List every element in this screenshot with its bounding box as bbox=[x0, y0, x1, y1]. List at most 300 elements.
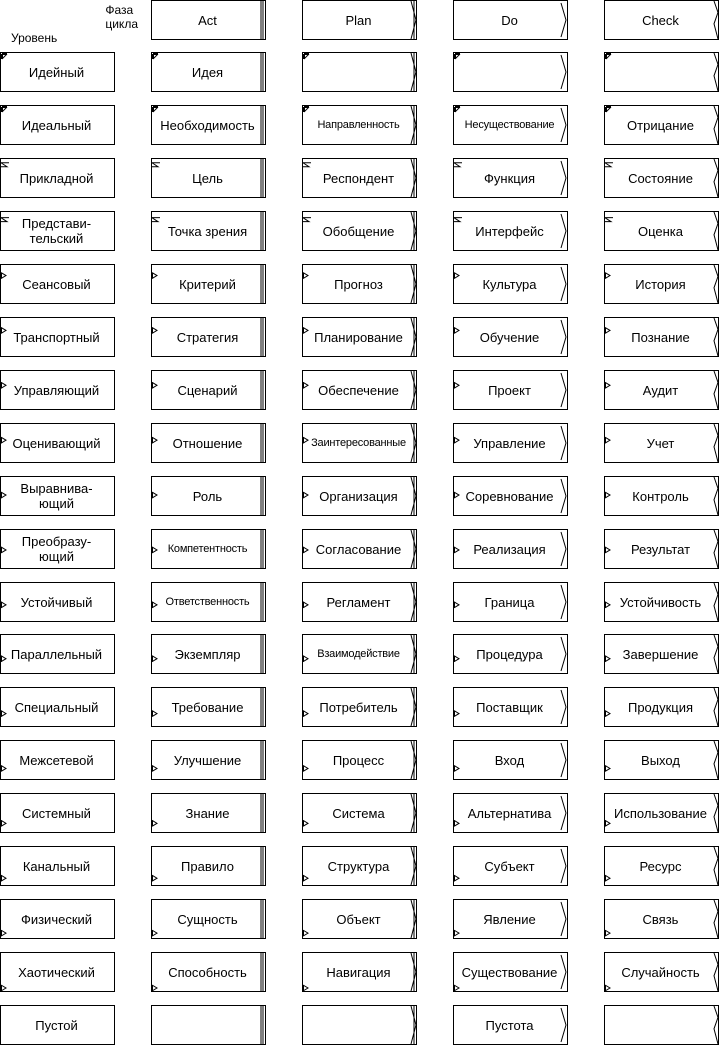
matrix-cell-9-1 bbox=[302, 529, 417, 569]
matrix-cell-3-0 bbox=[151, 211, 266, 251]
level-cell-1 bbox=[0, 105, 115, 145]
matrix-cell-15-0 bbox=[151, 846, 266, 886]
level-cell-17 bbox=[0, 952, 115, 992]
level-cell-2-label: Прикладной bbox=[19, 170, 94, 186]
marker-stroke bbox=[411, 1006, 416, 1044]
matrix-cell-8-2-label: Соревнование bbox=[465, 488, 554, 504]
matrix-cell-3-3 bbox=[604, 211, 719, 251]
marker-stroke bbox=[714, 318, 718, 356]
marker-stroke bbox=[606, 107, 611, 112]
matrix-cell-12-3-label: Продукция bbox=[627, 699, 694, 715]
level-cell-17-label: Хаотический bbox=[18, 964, 95, 980]
marker-stroke bbox=[152, 711, 157, 717]
marker-stroke bbox=[605, 875, 610, 881]
matrix-cell-9-2-label: Реализация bbox=[473, 541, 546, 557]
marker-stroke bbox=[561, 426, 566, 460]
matrix-cell-2-2-label: Функция bbox=[484, 170, 535, 186]
marker-stroke bbox=[454, 327, 459, 333]
matrix-cell-16-3 bbox=[604, 899, 719, 939]
marker-stroke bbox=[152, 602, 157, 608]
level-cell-4 bbox=[0, 264, 115, 304]
matrix-cell-18-1 bbox=[302, 1005, 417, 1045]
matrix-cell-17-1-label: Навигация bbox=[326, 964, 391, 980]
marker-stroke bbox=[303, 492, 308, 498]
level-cell-7-label: Оценивающий bbox=[12, 435, 101, 451]
matrix-cell-7-3-label: Учет bbox=[646, 435, 675, 451]
matrix-cell-11-2 bbox=[453, 634, 568, 674]
marker-stroke bbox=[605, 437, 610, 443]
marker-stroke bbox=[714, 847, 718, 885]
matrix-cell-15-0-label: Правило bbox=[181, 858, 234, 874]
marker-stroke bbox=[454, 547, 459, 553]
matrix-cell-15-2 bbox=[453, 846, 568, 886]
matrix-cell-17-1 bbox=[302, 952, 417, 992]
matrix-cell-9-0-label: Компетентность bbox=[167, 542, 248, 555]
matrix-cell-17-2-label: Существование bbox=[461, 964, 558, 980]
marker-stroke bbox=[561, 55, 566, 89]
matrix-cell-17-2 bbox=[453, 952, 568, 992]
matrix-cell-0-2-markers bbox=[454, 53, 567, 91]
matrix-cell-5-0 bbox=[151, 317, 266, 357]
matrix-cell-8-3 bbox=[604, 476, 719, 516]
marker-stroke bbox=[411, 159, 416, 197]
matrix-cell-4-0-label: Критерий bbox=[179, 276, 236, 292]
matrix-cell-1-1-label: Направленность bbox=[317, 118, 400, 131]
level-cell-16 bbox=[0, 899, 115, 939]
marker-stroke bbox=[714, 900, 718, 938]
matrix-cell-14-1-label: Система bbox=[332, 805, 385, 821]
matrix-cell-2-3 bbox=[604, 158, 719, 198]
marker-stroke bbox=[411, 635, 416, 673]
marker-stroke bbox=[561, 3, 566, 37]
marker-stroke bbox=[411, 212, 416, 250]
matrix-cell-10-1-label: Регламент bbox=[326, 594, 391, 610]
level-cell-8 bbox=[0, 476, 115, 516]
marker-stroke bbox=[714, 530, 718, 568]
matrix-cell-14-1 bbox=[302, 793, 417, 833]
marker-stroke bbox=[1, 327, 6, 333]
level-cell-11 bbox=[0, 634, 115, 674]
marker-stroke bbox=[411, 688, 416, 726]
matrix-cell-12-3 bbox=[604, 687, 719, 727]
marker-stroke bbox=[303, 985, 308, 991]
marker-stroke bbox=[561, 902, 566, 936]
marker-stroke bbox=[152, 273, 157, 279]
level-cell-10 bbox=[0, 582, 115, 622]
matrix-cell-5-1 bbox=[302, 317, 417, 357]
matrix-cell-12-0-label: Требование bbox=[171, 699, 244, 715]
matrix-cell-4-1 bbox=[302, 264, 417, 304]
matrix-cell-14-3-label: Использование bbox=[614, 805, 707, 821]
marker-stroke bbox=[411, 530, 416, 568]
marker-stroke bbox=[561, 690, 566, 724]
level-cell-12-label: Специальный bbox=[14, 699, 99, 715]
matrix-cell-16-3-label: Связь bbox=[642, 911, 679, 927]
marker-stroke bbox=[411, 583, 416, 621]
level-cell-10-label: Устойчивый bbox=[20, 594, 93, 610]
phase-header-plan-label: Plan bbox=[345, 12, 372, 28]
marker-stroke bbox=[303, 547, 308, 553]
matrix-cell-2-2 bbox=[453, 158, 568, 198]
corner-header bbox=[0, 0, 150, 52]
marker-stroke bbox=[1, 875, 6, 881]
matrix-cell-8-3-label: Контроль bbox=[632, 488, 689, 504]
matrix-cell-0-1-markers bbox=[303, 53, 416, 91]
matrix-cell-2-1-label: Респондент bbox=[322, 170, 395, 186]
matrix-cell-6-3-label: Аудит bbox=[642, 382, 679, 398]
marker-stroke bbox=[454, 492, 459, 498]
level-cell-1-label: Идеальный bbox=[21, 117, 92, 133]
matrix-cell-5-3 bbox=[604, 317, 719, 357]
matrix-cell-14-3 bbox=[604, 793, 719, 833]
phase-header-plan bbox=[302, 0, 417, 40]
matrix-cell-3-3-label: Оценка bbox=[637, 223, 684, 239]
marker-stroke bbox=[561, 849, 566, 883]
level-cell-6 bbox=[0, 370, 115, 410]
marker-stroke bbox=[605, 327, 610, 333]
marker-stroke bbox=[561, 796, 566, 830]
matrix-cell-17-0-label: Способность bbox=[168, 964, 247, 980]
marker-stroke bbox=[303, 602, 308, 608]
matrix-cell-5-2 bbox=[453, 317, 568, 357]
matrix-cell-7-1-label: Заинтересованные bbox=[311, 436, 406, 449]
matrix-cell-3-1-label: Обобщение bbox=[322, 223, 395, 239]
marker-stroke bbox=[1, 602, 6, 608]
marker-stroke bbox=[454, 163, 460, 167]
matrix-cell-4-3-label: История bbox=[635, 276, 686, 292]
level-cell-0-label: Идейный bbox=[28, 64, 85, 80]
matrix-cell-12-2 bbox=[453, 687, 568, 727]
marker-stroke bbox=[605, 602, 610, 608]
matrix-cell-7-3 bbox=[604, 423, 719, 463]
matrix-cell-8-1 bbox=[302, 476, 417, 516]
marker-stroke bbox=[411, 847, 416, 885]
marker-stroke bbox=[152, 163, 158, 167]
matrix-cell-11-2-label: Процедура bbox=[476, 646, 543, 662]
matrix-cell-13-0-label: Улучшение bbox=[173, 752, 242, 768]
marker-stroke bbox=[1, 765, 6, 771]
matrix-cell-4-2 bbox=[453, 264, 568, 304]
matrix-cell-16-2 bbox=[453, 899, 568, 939]
matrix-cell-6-2 bbox=[453, 370, 568, 410]
marker-stroke bbox=[714, 265, 718, 303]
matrix-cell-14-2-label: Альтернатива bbox=[467, 805, 552, 821]
matrix-cell-13-2 bbox=[453, 740, 568, 780]
marker-stroke bbox=[411, 265, 416, 303]
marker-stroke bbox=[455, 54, 460, 59]
matrix-cell-14-2 bbox=[453, 793, 568, 833]
level-cell-5 bbox=[0, 317, 115, 357]
matrix-cell-14-0-label: Знание bbox=[185, 805, 230, 821]
marker-stroke bbox=[1, 656, 6, 662]
matrix-cell-0-0 bbox=[151, 52, 266, 92]
matrix-cell-6-2-label: Проект bbox=[488, 382, 531, 398]
marker-stroke bbox=[152, 492, 157, 498]
matrix-cell-8-0-label: Роль bbox=[192, 488, 223, 504]
marker-stroke bbox=[2, 54, 7, 59]
marker-stroke bbox=[714, 635, 718, 673]
marker-stroke bbox=[561, 373, 566, 407]
matrix-cell-0-2 bbox=[453, 52, 568, 92]
level-cell-9-label: Преобразу- ющий bbox=[21, 534, 92, 564]
matrix-cell-16-2-label: Явление bbox=[483, 911, 536, 927]
marker-stroke bbox=[605, 765, 610, 771]
matrix-cell-10-2-label: Граница bbox=[484, 594, 535, 610]
marker-stroke bbox=[1, 930, 6, 936]
marker-stroke bbox=[714, 688, 718, 726]
matrix-cell-4-3 bbox=[604, 264, 719, 304]
marker-stroke bbox=[152, 930, 157, 936]
matrix-cell-10-1 bbox=[302, 582, 417, 622]
matrix-cell-12-0 bbox=[151, 687, 266, 727]
matrix-cell-16-0 bbox=[151, 899, 266, 939]
matrix-cell-10-0 bbox=[151, 582, 266, 622]
matrix-cell-6-0-label: Сценарий bbox=[177, 382, 238, 398]
level-cell-0 bbox=[0, 52, 115, 92]
marker-stroke bbox=[605, 492, 610, 498]
matrix-cell-13-1 bbox=[302, 740, 417, 780]
matrix-cell-16-1-label: Объект bbox=[336, 911, 381, 927]
marker-stroke bbox=[303, 875, 308, 881]
marker-stroke bbox=[411, 318, 416, 356]
matrix-cell-13-3 bbox=[604, 740, 719, 780]
matrix-cell-6-1 bbox=[302, 370, 417, 410]
marker-stroke bbox=[304, 107, 309, 112]
marker-stroke bbox=[454, 382, 459, 388]
marker-stroke bbox=[605, 163, 611, 167]
marker-stroke bbox=[454, 602, 459, 608]
matrix-cell-13-2-label: Вход bbox=[494, 752, 525, 768]
matrix-cell-0-3-markers bbox=[605, 53, 718, 91]
marker-stroke bbox=[605, 547, 610, 553]
marker-stroke bbox=[561, 585, 566, 619]
marker-stroke bbox=[303, 163, 309, 167]
marker-stroke bbox=[411, 1, 416, 39]
marker-stroke bbox=[605, 656, 610, 662]
marker-stroke bbox=[411, 424, 416, 462]
marker-stroke bbox=[561, 479, 566, 513]
matrix-cell-16-1 bbox=[302, 899, 417, 939]
matrix-cell-15-3-label: Ресурс bbox=[639, 858, 682, 874]
marker-stroke bbox=[454, 437, 459, 443]
matrix-cell-1-3-label: Отрицание bbox=[627, 117, 694, 133]
matrix-cell-7-1 bbox=[302, 423, 417, 463]
marker-stroke bbox=[411, 741, 416, 779]
matrix-cell-4-2-label: Культура bbox=[482, 276, 537, 292]
marker-stroke bbox=[303, 273, 308, 279]
matrix-cell-3-1 bbox=[302, 211, 417, 251]
matrix-cell-7-2-label: Управление bbox=[473, 435, 546, 451]
level-cell-3-label: Представи- тельский bbox=[21, 216, 92, 246]
matrix-cell-16-0-label: Сущность bbox=[177, 911, 238, 927]
level-cell-8-label: Выравнива- ющий bbox=[20, 481, 93, 511]
matrix-cell-5-3-label: Познание bbox=[631, 329, 690, 345]
phase-axis-label: Фаза цикла bbox=[105, 3, 138, 31]
level-cell-13-label: Межсетевой bbox=[19, 752, 94, 768]
level-cell-2 bbox=[0, 158, 115, 198]
marker-stroke bbox=[561, 267, 566, 301]
matrix-cell-8-1-label: Организация bbox=[319, 488, 398, 504]
marker-stroke bbox=[152, 327, 157, 333]
matrix-cell-18-0-markers bbox=[152, 1006, 265, 1044]
marker-stroke bbox=[605, 930, 610, 936]
matrix-cell-3-0-label: Точка зрения bbox=[167, 223, 248, 239]
matrix-cell-9-0 bbox=[151, 529, 266, 569]
marker-stroke bbox=[303, 930, 308, 936]
marker-stroke bbox=[605, 218, 611, 222]
marker-stroke bbox=[303, 382, 308, 388]
matrix-cell-2-0 bbox=[151, 158, 266, 198]
matrix-cell-1-3 bbox=[604, 105, 719, 145]
marker-stroke bbox=[153, 54, 158, 59]
marker-stroke bbox=[1, 492, 6, 498]
matrix-cell-7-0-label: Отношение bbox=[172, 435, 243, 451]
matrix-cell-5-0-label: Стратегия bbox=[176, 329, 239, 345]
phase-header-do-label: Do bbox=[501, 12, 518, 28]
matrix-cell-18-3 bbox=[604, 1005, 719, 1045]
marker-stroke bbox=[152, 656, 157, 662]
marker-stroke bbox=[714, 159, 718, 197]
marker-stroke bbox=[152, 875, 157, 881]
level-cell-3 bbox=[0, 211, 115, 251]
marker-stroke bbox=[153, 107, 158, 112]
matrix-cell-18-2-label: Пустота bbox=[485, 1017, 534, 1033]
matrix-cell-18-1-markers bbox=[303, 1006, 416, 1044]
level-cell-13 bbox=[0, 740, 115, 780]
matrix-cell-10-0-label: Ответственность bbox=[165, 595, 250, 608]
matrix-cell-12-2-label: Поставщик bbox=[476, 699, 543, 715]
matrix-cell-1-0 bbox=[151, 105, 266, 145]
marker-stroke bbox=[561, 532, 566, 566]
marker-stroke bbox=[714, 583, 718, 621]
marker-stroke bbox=[303, 437, 308, 443]
matrix-cell-0-1 bbox=[302, 52, 417, 92]
marker-stroke bbox=[411, 53, 416, 91]
level-cell-18 bbox=[0, 1005, 115, 1045]
matrix-cell-5-2-label: Обучение bbox=[479, 329, 540, 345]
matrix-cell-1-2 bbox=[453, 105, 568, 145]
marker-stroke bbox=[152, 547, 157, 553]
matrix-cell-9-3 bbox=[604, 529, 719, 569]
marker-stroke bbox=[152, 218, 158, 222]
level-cell-6-label: Управляющий bbox=[13, 382, 100, 398]
marker-stroke bbox=[714, 371, 718, 409]
matrix-cell-9-2 bbox=[453, 529, 568, 569]
level-cell-14-label: Системный bbox=[22, 805, 91, 821]
matrix-cell-18-3-markers bbox=[605, 1006, 718, 1044]
matrix-cell-0-0-label: Идея bbox=[191, 64, 224, 80]
marker-stroke bbox=[454, 985, 459, 991]
matrix-cell-6-3 bbox=[604, 370, 719, 410]
matrix-cell-1-1 bbox=[302, 105, 417, 145]
marker-stroke bbox=[1, 218, 7, 222]
marker-stroke bbox=[2, 107, 7, 112]
marker-stroke bbox=[454, 875, 459, 881]
matrix-cell-17-3-label: Случайность bbox=[621, 964, 700, 980]
marker-stroke bbox=[303, 711, 308, 717]
matrix-cell-2-0-label: Цель bbox=[192, 170, 223, 186]
marker-stroke bbox=[561, 743, 566, 777]
matrix-cell-14-0 bbox=[151, 793, 266, 833]
phase-header-check-label: Check bbox=[642, 12, 679, 28]
marker-stroke bbox=[411, 477, 416, 515]
matrix-cell-13-3-label: Выход bbox=[641, 752, 680, 768]
marker-stroke bbox=[411, 953, 416, 991]
matrix-cell-1-0-label: Необходимость bbox=[160, 117, 255, 133]
marker-stroke bbox=[454, 218, 460, 222]
matrix-cell-8-0 bbox=[151, 476, 266, 516]
level-cell-14 bbox=[0, 793, 115, 833]
marker-stroke bbox=[303, 327, 308, 333]
matrix-cell-12-1 bbox=[302, 687, 417, 727]
marker-stroke bbox=[714, 106, 718, 144]
marker-stroke bbox=[152, 985, 157, 991]
matrix-cell-15-3 bbox=[604, 846, 719, 886]
marker-stroke bbox=[561, 637, 566, 671]
marker-stroke bbox=[454, 656, 459, 662]
marker-stroke bbox=[454, 930, 459, 936]
marker-stroke bbox=[605, 820, 610, 826]
matrix-cell-3-2-label: Интерфейс bbox=[475, 223, 544, 239]
level-cell-5-label: Транспортный bbox=[13, 329, 100, 345]
marker-stroke bbox=[561, 955, 566, 989]
matrix-cell-11-1 bbox=[302, 634, 417, 674]
matrix-cell-11-3 bbox=[604, 634, 719, 674]
marker-stroke bbox=[455, 107, 460, 112]
marker-stroke bbox=[714, 794, 718, 832]
marker-stroke bbox=[1, 382, 6, 388]
level-cell-16-label: Физический bbox=[20, 911, 93, 927]
matrix-cell-4-1-label: Прогноз bbox=[334, 276, 383, 292]
marker-stroke bbox=[1, 820, 6, 826]
matrix-cell-3-2 bbox=[453, 211, 568, 251]
phase-header-check bbox=[604, 0, 719, 40]
marker-stroke bbox=[605, 273, 610, 279]
matrix-cell-2-3-label: Состояние bbox=[628, 170, 693, 186]
marker-stroke bbox=[714, 424, 718, 462]
phase-header-do bbox=[453, 0, 568, 40]
marker-stroke bbox=[152, 382, 157, 388]
marker-stroke bbox=[561, 108, 566, 142]
marker-stroke bbox=[605, 382, 610, 388]
marker-stroke bbox=[454, 711, 459, 717]
matrix-cell-11-3-label: Завершение bbox=[622, 646, 699, 662]
matrix-cell-17-0 bbox=[151, 952, 266, 992]
marker-stroke bbox=[606, 54, 611, 59]
marker-stroke bbox=[605, 985, 610, 991]
marker-stroke bbox=[411, 900, 416, 938]
level-cell-9 bbox=[0, 529, 115, 569]
matrix-cell-11-0-label: Экземпляр bbox=[174, 646, 241, 662]
marker-stroke bbox=[454, 820, 459, 826]
marker-stroke bbox=[303, 765, 308, 771]
marker-stroke bbox=[714, 741, 718, 779]
marker-stroke bbox=[454, 765, 459, 771]
marker-stroke bbox=[411, 371, 416, 409]
matrix-cell-10-3 bbox=[604, 582, 719, 622]
matrix-cell-6-0 bbox=[151, 370, 266, 410]
level-cell-15 bbox=[0, 846, 115, 886]
marker-stroke bbox=[561, 1008, 566, 1042]
matrix-cell-15-1 bbox=[302, 846, 417, 886]
phase-header-act-label: Act bbox=[198, 12, 217, 28]
matrix-cell-11-1-label: Взаимодействие bbox=[317, 647, 400, 660]
matrix-cell-7-2 bbox=[453, 423, 568, 463]
matrix-cell-9-1-label: Согласование bbox=[315, 541, 402, 557]
marker-stroke bbox=[714, 53, 718, 91]
matrix-cell-0-3 bbox=[604, 52, 719, 92]
matrix-cell-7-0 bbox=[151, 423, 266, 463]
